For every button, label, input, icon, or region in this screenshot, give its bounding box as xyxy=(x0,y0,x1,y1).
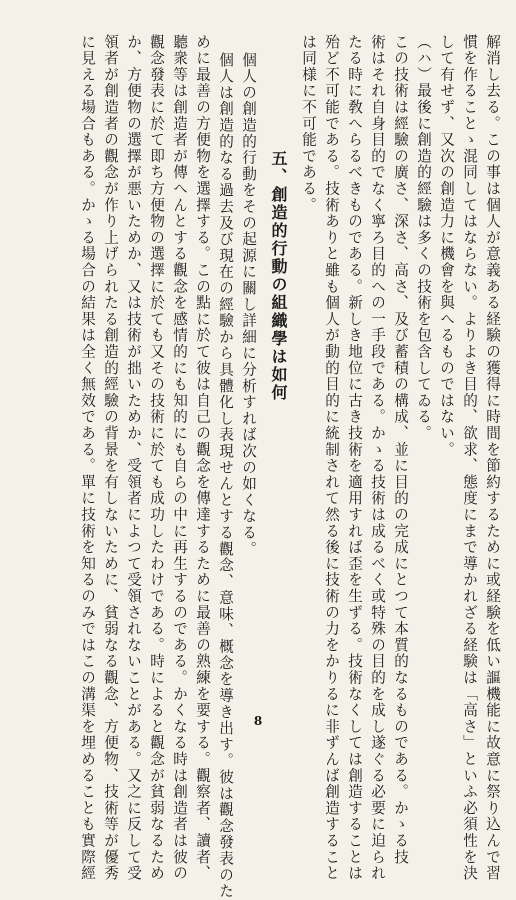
text-column-9: は同様に不可能である。 xyxy=(300,34,317,214)
text-column-18: に見える場合もある。かゝる場合の結果は全く無效である。單に技術を知るのみではこの溝渠を埋めることも實際經 xyxy=(79,34,96,882)
section-heading: 五、創造的行動の組織學は如何 xyxy=(269,150,288,402)
text-column-3: して有せず、又次の創造力に機會を與へるものではない。 xyxy=(438,34,455,458)
text-column-17: 領者が創造者の觀念が作り上げられたる創造的經驗の背景を有しないために、貧弱なる觀念、方便物、技術等が優秀 xyxy=(102,34,119,882)
text-column-12: 個人は創造的なる過去及び現在の經驗から具體化し表現せんとする觀念、意味、概念を導き出す。彼は觀念發表のた xyxy=(217,52,234,900)
text-column-16: か、方便物の選擇が悪いためか、又は技術が拙いためか、受領者によつて受領されないことがある。又之に反して受 xyxy=(125,34,142,882)
text-column-11: 個人の創造的行動をその起源に關し詳細に分析すれば次の如くなる。 xyxy=(240,52,257,558)
text-column-5: この技術は經驗の廣さ、深さ、高さ、及び蓄積の構成、並に目的の完成にとつて本質的なるものである。かゝる技 xyxy=(392,34,409,866)
text-column-6: 術はそれ自身目的でなく寧ろ目的への一手段である。かゝる技術は成るべく或特殊の目的を成し遂ぐる必要に迫られ xyxy=(369,34,386,882)
text-column-15: 觀念發表に於て即ち方便物の選擇に於ても又その技術に於ても成功したわけである。時によると觀念が貧弱なるため xyxy=(148,34,165,882)
text-column-4: （ハ）最後に創造的經驗は多くの技術を包含してゐる。 xyxy=(415,34,432,442)
text-column-2: 慣を作ることゝ混同してはならない。よりよき目的、欲求、態度にまで導かれざる経験は「高さ」といふ必須性を決 xyxy=(461,34,478,882)
text-column-1: 解消し去る。この事は個人が意義ある経験の獲得に時間を節約するために或経験を低い謳機能に故意に祭り込んで習 xyxy=(484,34,501,882)
text-column-7: たる時に敎へらるべきものである。新しき地位に古き技術を適用すれば歪を生ずる。技術なくしては創造することは xyxy=(346,34,363,882)
page-number: 8 xyxy=(253,714,263,728)
text-column-14: 聽衆等は創造者が傳へんとする觀念を感情的にも知的にも自らの中に再生するのである。かくなる時は創造者は彼の xyxy=(171,34,188,882)
text-column-13: めに最善の方便物を選擇する。この點に於て彼は自己の觀念を傳達するために最善の熟練を要する。觀察者、讀者、 xyxy=(194,34,211,882)
text-column-8: 殆ど不可能である。技術ありと雖も個人が動的目的に統制されて然る後に技術の力をかりるに非ずんば創造すること xyxy=(323,34,340,882)
